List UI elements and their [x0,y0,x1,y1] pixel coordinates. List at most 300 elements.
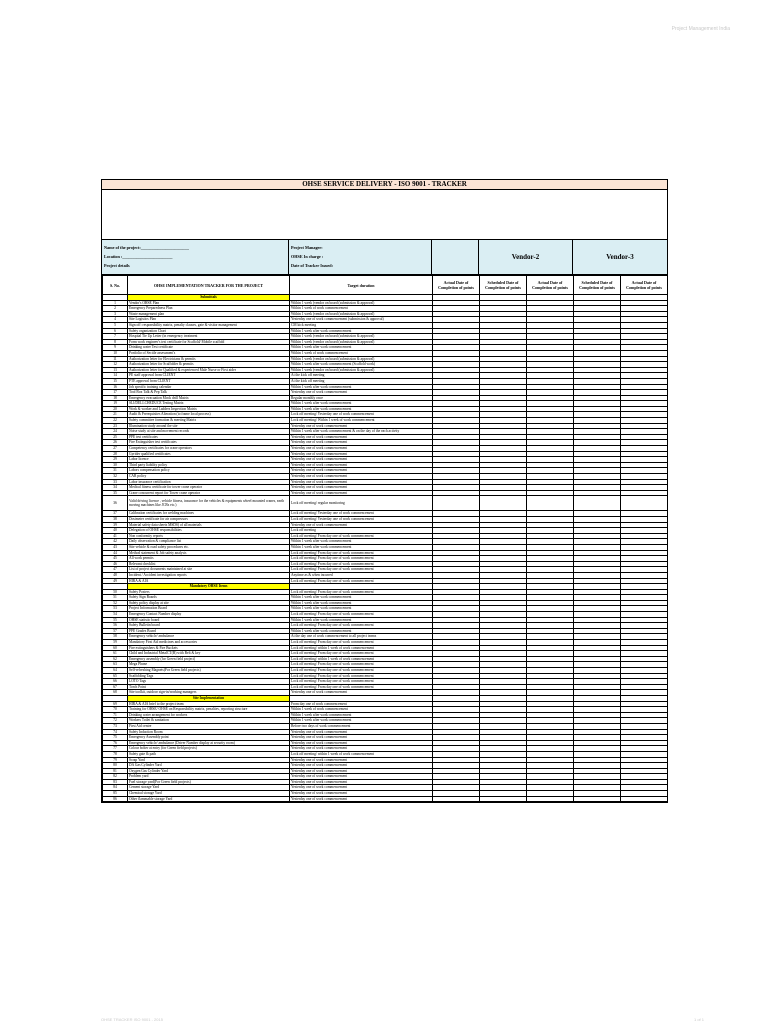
cell-target: Within 1 week after work commencement [290,406,433,412]
cell-target: Yesterday one of work commencement [290,774,433,780]
cell-sno: 34 [103,485,128,491]
cell-sno: 38 [103,516,128,522]
cell-target: Yesterday one of work commencement [290,729,433,735]
cell-date-entry[interactable] [621,796,668,802]
cell-item: Chemical storage Yard [128,791,290,797]
cell-sno: 63 [103,662,128,668]
cell-item: Safety committee formation & meeting Matrix [128,418,290,424]
cell-target: Lock off meeting/ From day one of work commencement [290,612,433,618]
cell-item: Safety Sign Boards [128,595,290,601]
cell-sno: 4 [103,317,128,323]
cell-sno: 26 [103,440,128,446]
cell-sno: 17 [103,390,128,396]
cell-item: Child and Industrial MetalCT(B) with Belt & key [128,651,290,657]
cell-target: At the kick off meeting [290,378,433,384]
cell-sno: 37 [103,511,128,517]
tracker-sheet [101,179,668,803]
cell-item: Fire extinguishers & Fire Buckets [128,645,290,651]
cell-target: Within 1 week after work commencement [290,544,433,550]
cell-target: Yesterday one of work commencement [290,735,433,741]
cell-sno: 24 [103,429,128,435]
cell-target: Lock off meeting/ within 1 week of work commencement [290,751,433,757]
cell-item: DA Gas Cylinder Yard [128,763,290,769]
cell-sno: 55 [103,617,128,623]
cell-sno: 29 [103,457,128,463]
cell-target: Yesterday one of work commencement [290,423,433,429]
cell-item: Safety organization Chart [128,328,290,334]
cell-date-entry[interactable] [574,796,621,802]
cell-target: Yesterday one of work commencement [290,740,433,746]
cell-target: Yesterday one of work commencement [290,390,433,396]
cell-target: Lock off meeting/ From day one of work commencement [290,679,433,685]
cell-target: Yesterday one of work commencement [290,522,433,528]
blank-area [102,190,667,240]
cell-target: Yesterday one of work commencement [290,457,433,463]
date-of-tracker-label: Date of Tracker Issued: [291,263,333,268]
cell-target: Yesterday one of work commencement [290,440,433,446]
cell-item: Emergency evacuation Mock drill Matrix [128,395,290,401]
cell-item: Emergency vehicle/ ambulance (Driver Number display at security room) [128,740,290,746]
cell-item: Non conformity reports [128,533,290,539]
cell-item: Authorization letter for Electricians & permits [128,356,290,362]
project-manager-label: Project Manager: [291,245,323,250]
cell-target: Lock off meeting/ From day one of work commencement [290,662,433,668]
cell-item: Vendor's OHSE Plan [128,300,290,306]
cell-target: Yesterday one of work commencement [290,479,433,485]
cell-sno: 79 [103,757,128,763]
cell-item: Job specific training calendar [128,384,290,390]
cell-sno: 86 [103,796,128,802]
cell-sno: 84 [103,785,128,791]
col-item: OHSE IMPLEMENTATION TRACKER FOR THE PROJECT [128,276,290,295]
cell-sno: 25 [103,434,128,440]
cell-target: Within 1 week after work commencement [290,539,433,545]
cell-item: Site vehicle & road safety procedures etc. [128,544,290,550]
cell-item: Emergency Contact Number display [128,612,290,618]
cell-item: Other flammable storage Yard [128,796,290,802]
cell-sno: 69 [103,701,128,707]
cell-item: Emergency Assembly point [128,735,290,741]
cell-sno: 27 [103,446,128,452]
cell-target: Lock off meeting/ From day one of work commencement [290,673,433,679]
cell-target: Within 1 week after work commencement [290,628,433,634]
cell-item: Site Implementation [128,695,290,701]
cell-target: Within 1 week after work commencement [290,345,433,351]
cell-item: Emergency Preparedness Plan [128,306,290,312]
cell-item: Safety Bulletin board [128,623,290,629]
cell-sno: 13 [103,367,128,373]
cell-target: Within 1 week of work commencement [290,707,433,713]
cell-item: Safety gate & path [128,751,290,757]
cell-sno: 43 [103,544,128,550]
cell-target: Lock off meeting/ From day one of work commencement [290,640,433,646]
cell-target: Within 1 week after work commencement [290,606,433,612]
cell-item: List of project documents maintained at site [128,567,290,573]
cell-sno: 10 [103,350,128,356]
cell-item: Oxygen Gas Cylinder Yard [128,768,290,774]
cell-sno: 54 [103,612,128,618]
cell-sno: 18 [103,395,128,401]
cell-target: Yesterday one of work commencement [290,746,433,752]
cell-target: Yesterday one of work commencement [290,468,433,474]
cell-sno: 85 [103,791,128,797]
cell-item: Emergency vehicle/ ambulance [128,634,290,640]
cell-item: Tool Box Talk & Pep Talk [128,390,290,396]
vendor1-blank [432,240,479,274]
cell-sno: 66 [103,679,128,685]
cell-item: OHSE statistic board [128,617,290,623]
cell-date-entry[interactable] [480,796,527,802]
cell-target: Yesterday one of work commencement [290,434,433,440]
cell-item: Form work engineer's test certificate for Scaffold/ Mobile scaffold [128,339,290,345]
cell-sno: 62 [103,656,128,662]
table-body [103,295,668,802]
cell-item: SLI/DELLCHEDUCE Testing Matrix [128,401,290,407]
cell-date-entry[interactable] [480,496,527,511]
cell-item: Mega Phone [128,662,290,668]
cell-item: HIRA & AIA [128,578,290,584]
cell-item: Calibration certificates for welding machines [128,511,290,517]
cell-item: All work permits [128,556,290,562]
cell-item: Labor licence [128,457,290,463]
cell-sno: 15 [103,378,128,384]
cell-item: LOTO Tags [128,679,290,685]
cell-item: Training for OHSE/ OHSE on Responsibility matrix, penalties, reporting structure [128,707,290,713]
cell-sno: 51 [103,595,128,601]
cell-target: Yesterday one of work commencement [290,690,433,696]
cell-item: Third party liability policy [128,462,290,468]
cell-sno: 67 [103,684,128,690]
cell-item: Illumination study around the site [128,423,290,429]
cell-target: At the day one of work commencement to all project teams [290,634,433,640]
cell-sno: 42 [103,539,128,545]
cell-sno: 73 [103,723,128,729]
footer-left-text: OHSE TRACKER ISO 9001 - 2015 [101,1017,163,1022]
cell-sno: 45 [103,556,128,562]
footer-page-number: 1 of 1 [693,1017,704,1022]
project-info-left [102,240,289,274]
col-scheduled-3: Scheduled Date of Completion of points [574,276,621,295]
cell-item: PTE approval from CLIENT [128,378,290,384]
cell-target: Lock off meeting/ From day one of work commencement [290,589,433,595]
cell-sno: 32 [103,474,128,480]
cell-item: PPE Grades Board [128,628,290,634]
cell-sno: 41 [103,533,128,539]
cell-target: Lock off meeting/ From day one of work commencement [290,623,433,629]
cell-target: Within 1 week after work commencement & on the day of the each activity [290,429,433,435]
cell-item: Scrap Yard [128,757,290,763]
cell-target: Yesterday one of work commencement [290,796,433,802]
cell-item: Hospital Tie Up Letter (in emergency treatment [128,334,290,340]
cell-target: Within 1 week after work commencement [290,718,433,724]
cell-sno: 56 [103,623,128,629]
cell-date-entry[interactable] [621,496,668,511]
cell-target: Within 1 week after work commencement (Scaffold work) [290,362,433,368]
cell-sno: 77 [103,746,128,752]
cell-target: Within 1 week after work commencement [290,595,433,601]
cell-sno: 1 [103,300,128,306]
cell-target: Regular monthly once [290,395,433,401]
cell-item: Torch Point [128,684,290,690]
cell-target: Yesterday one of work commencement [290,462,433,468]
cell-target: Yesterday one of work commencement [290,757,433,763]
cell-item: Scaffolding Tags [128,673,290,679]
cell-item: Labors compensation policy [128,468,290,474]
cell-sno: 31 [103,468,128,474]
cell-target: Within 1 week after work commencement [290,617,433,623]
cell-sno: 53 [103,606,128,612]
cell-sno: 7 [103,334,128,340]
cell-target: Lock off meeting/ From day one of work commencement [290,556,433,562]
cell-item: Site Logistics Plan [128,317,290,323]
cell-sno: 50 [103,589,128,595]
cell-item: Medical fitness certificate for tower crane operator [128,485,290,491]
cell-sno: 52 [103,600,128,606]
cell-item: Safety Posters [128,589,290,595]
cell-sno: 74 [103,729,128,735]
cell-item: Competency certificates for crane operators [128,446,290,452]
col-scheduled-2: Scheduled Date of Completion of points [480,276,527,295]
cell-target: Lock off meeting/ From day one of work commencement [290,668,433,674]
cell-sno: 64 [103,668,128,674]
cell-target: Within 1 week after work commencement [290,600,433,606]
cell-item: Project Information Board [128,606,290,612]
cell-target: Lock off meeting/ within 1 week of work commencement [290,656,433,662]
cell-item: Drinking water arrangement for workers [128,712,290,718]
cell-item: Workers Toilet & sanitation [128,718,290,724]
cell-sno: 6 [103,328,128,334]
cell-item: PE staff approval from CLIENT [128,373,290,379]
cell-item: Self-refreshing Magnets(For Green field projects) [128,668,290,674]
cell-date-entry[interactable] [527,796,574,802]
col-actual-3: Actual Date of Completion of points [621,276,668,295]
ohse-in-charge-label: OHSE In charge : [291,254,324,259]
location-label: Location :________________________ [104,254,173,259]
cell-sno: 65 [103,673,128,679]
sheet-title: OHSE SERVICE DELIVERY - ISO 9001 - TRACKER [102,180,667,190]
cell-item: Authorization letter for Scaffolder & permits [128,362,290,368]
cell-sno: 19 [103,401,128,407]
cell-item: Delegation of OHSE responsibilities [128,528,290,534]
cell-target: Within 1 week after work commencement [290,401,433,407]
cell-item: CAR policy [128,474,290,480]
cell-sno: 60 [103,645,128,651]
cell-item: Dosimeter certificate for air compressors [128,516,290,522]
vendor2-heading: Vendor-2 [479,240,573,274]
cell-target: Within 1 week (vendor on board (submission & approval) [290,339,433,345]
cell-target: Within 1 week (vendor on board (submission & approval) [290,356,433,362]
cell-sno: 23 [103,423,128,429]
cell-sno: 40 [103,528,128,534]
tracker-table [102,275,668,802]
name-of-project-label: Name of the project:_______________________ [104,245,189,250]
cell-target: Yesterday one of work commencement [290,485,433,491]
cell-item: Valid driving licence , vehicle fitness, insurance for the vehicles & equipments wheel mounted cranes, earth moving machines like JCBs etc.) [128,496,290,511]
cell-item: Drinking water Test certificate [128,345,290,351]
cell-sno: 75 [103,735,128,741]
cell-item: Mandatory First Aid medicines and accessories [128,640,290,646]
cell-target: Within 1 week (vendor on board (submission & approval) [290,334,433,340]
cell-item: PPE test certificates [128,434,290,440]
cell-sno: 71 [103,712,128,718]
cell-target: Within 1 week (vendor on board (submission & approval) [290,367,433,373]
cell-sno: 61 [103,651,128,657]
cell-item: Mandatory OHSE Items [128,584,290,590]
cell-sno: 44 [103,550,128,556]
cell-sno: 11 [103,356,128,362]
cell-target: Lock off meeting/ From day one of work commencement [290,651,433,657]
cell-target: Lock off meeting [290,528,433,534]
cell-item: Daily observation & compliance list [128,539,290,545]
cell-sno: 35 [103,490,128,496]
cell-sno: 70 [103,707,128,713]
cell-target: Yesterday one of work commencement [290,763,433,769]
cell-target: Within 1 week after work commencement [290,384,433,390]
cell-target: Lock off meeting/ within 1 week of work commencement [290,645,433,651]
cell-sno: 9 [103,345,128,351]
cell-target: Before two days of work commencement [290,723,433,729]
cell-sno: 49 [103,578,128,584]
cell-sno: 83 [103,779,128,785]
cell-sno: 3 [103,311,128,317]
cell-sno: 36 [103,496,128,511]
cell-target: Lock off meeting/ Within 1 week of work commencement [290,418,433,424]
cell-sno: 58 [103,634,128,640]
cell-sno: 81 [103,768,128,774]
cell-item: Site toolkit, outdoor sign-in/working managers [128,690,290,696]
cell-target: Lock off meeting/ From day one of work commencement [290,567,433,573]
cell-sno: 5 [103,322,128,328]
cell-sno: 12 [103,362,128,368]
cell-sno: 59 [103,640,128,646]
cell-sno: 72 [103,718,128,724]
cell-sno: 48 [103,572,128,578]
cell-sno: 14 [103,373,128,379]
cell-sno: 30 [103,462,128,468]
page-header-text: Project Management India [671,26,730,32]
cell-date-entry[interactable] [433,496,480,511]
col-sno: S. No. [103,276,128,295]
project-info-middle [289,240,432,274]
cell-target: Within 1 week of work commencement [290,306,433,312]
cell-target: Yesterday one of work commencement [290,446,433,452]
col-target: Target duration [290,276,433,295]
cell-date-entry[interactable] [527,496,574,511]
cell-sno: 46 [103,561,128,567]
cell-target: Lock off meeting/ Yesterday one of work commencement [290,516,433,522]
cell-sno: 16 [103,384,128,390]
cell-target: Lock off meeting/ From day one of work commencement [290,533,433,539]
cell-sno: 20 [103,406,128,412]
cell-target: Yesterday one of work commencement [290,785,433,791]
cell-item: Material safety data sheets MSDS) of all materials [128,522,290,528]
cell-sno: 80 [103,763,128,769]
cell-target: Within 1 week (vendor on board (submission & approval) [290,311,433,317]
cell-sno: 57 [103,628,128,634]
table-header-row [103,276,668,295]
cell-target: From day one of work commencement [290,701,433,707]
cell-sno: 8 [103,339,128,345]
cell-item: Labor insurance certification [128,479,290,485]
cell-sno: 78 [103,751,128,757]
cell-target: Yesterday one of work commencement [290,490,433,496]
cell-item: Authorization letter for Qualified & experienced Male Nurse or First aider [128,367,290,373]
cell-sno: 33 [103,479,128,485]
cell-item: Relevant checklist [128,561,290,567]
cell-target: At the kick off meeting [290,373,433,379]
cell-item: Cement storage Yard [128,785,290,791]
cell-target: Within 1 week of work commencement [290,350,433,356]
project-info-band [102,240,667,275]
cell-date-entry[interactable] [574,496,621,511]
cell-sno: 2 [103,306,128,312]
cell-item: Problem yard [128,774,290,780]
cell-date-entry[interactable] [433,796,480,802]
cell-sno: 47 [103,567,128,573]
cell-target: Anytime as & when incurred [290,572,433,578]
project-details-label: Project details [104,263,130,268]
cell-sno: 82 [103,774,128,780]
cell-target: Lock off meeting/ From day one of work commencement [290,561,433,567]
cell-item: Method statement & Job safety analysis [128,550,290,556]
cell-target: Yesterday one of work commencement [290,768,433,774]
cell-item: Portfolio of Sectile assessment's [128,350,290,356]
cell-target: Lock off meeting/ From day one of work commencement [290,578,433,584]
cell-target: Lock off meeting/ From day one of work commencement [290,550,433,556]
cell-sno: 68 [103,690,128,696]
cell-target: Yesterday one of work commencement [290,791,433,797]
cell-item: Audit & Prerequisites Alteration (to frame local process) [128,412,290,418]
cell-item: Fuel storage yard(For Green field projects) [128,779,290,785]
cell-target: Yesterday one of work commencement (submission & approval) [290,317,433,323]
table-row [103,496,668,511]
cell-item: Crane concurrent report for Tower crane operator [128,490,290,496]
cell-target: Lock off meeting/ From day one of work commencement [290,684,433,690]
cell-item: Colour bolter at entry (for Green field projects) [128,746,290,752]
cell-sno: 39 [103,522,128,528]
cell-item: Waste management plan [128,311,290,317]
cell-sno: 22 [103,418,128,424]
cell-target: Within 1 week after work commencement [290,712,433,718]
cell-sno: 28 [103,451,128,457]
cell-target: Within 1 week (vendor on board (submission & approval) [290,300,433,306]
cell-target: Yesterday one of work commencement [290,451,433,457]
cell-target: Lock off meeting/ regular monitoring [290,496,433,511]
cell-item: Emergency assembly (for Green field project) [128,656,290,662]
cell-item: HIRA & AIA brief to the project team [128,701,290,707]
cell-item: Incident / Accident investigation reports [128,572,290,578]
cell-item: Fire Extinguisher test certificates [128,440,290,446]
col-actual-1: Actual Date of Completion of points [433,276,480,295]
cell-sno: 21 [103,412,128,418]
table-row [103,796,668,802]
cell-item: First Aid centre [128,723,290,729]
cell-item: Safety Induction Room [128,729,290,735]
cell-item: Noise study at site and movement records [128,429,290,435]
cell-item: Work & worker and Ladders Inspection Matrix [128,406,290,412]
cell-target: Lock off meeting/ Yesterday one of work commencement [290,511,433,517]
cell-item: Submittals [128,295,290,301]
col-actual-2: Actual Date of Completion of points [527,276,574,295]
cell-target: Lock off meeting/ Yesterday one of work commencement [290,412,433,418]
vendor3-heading: Vendor-3 [606,252,634,261]
cell-target: Within 1 week after work commencement [290,328,433,334]
cell-target: Yesterday one of work commencement [290,779,433,785]
cell-item: Sign off: responsibility matrix, penalty clauses, gate & visitor management [128,322,290,328]
cell-target: CM kick meeting [290,322,433,328]
cell-item: Safety policy display at site [128,600,290,606]
cell-sno: 76 [103,740,128,746]
